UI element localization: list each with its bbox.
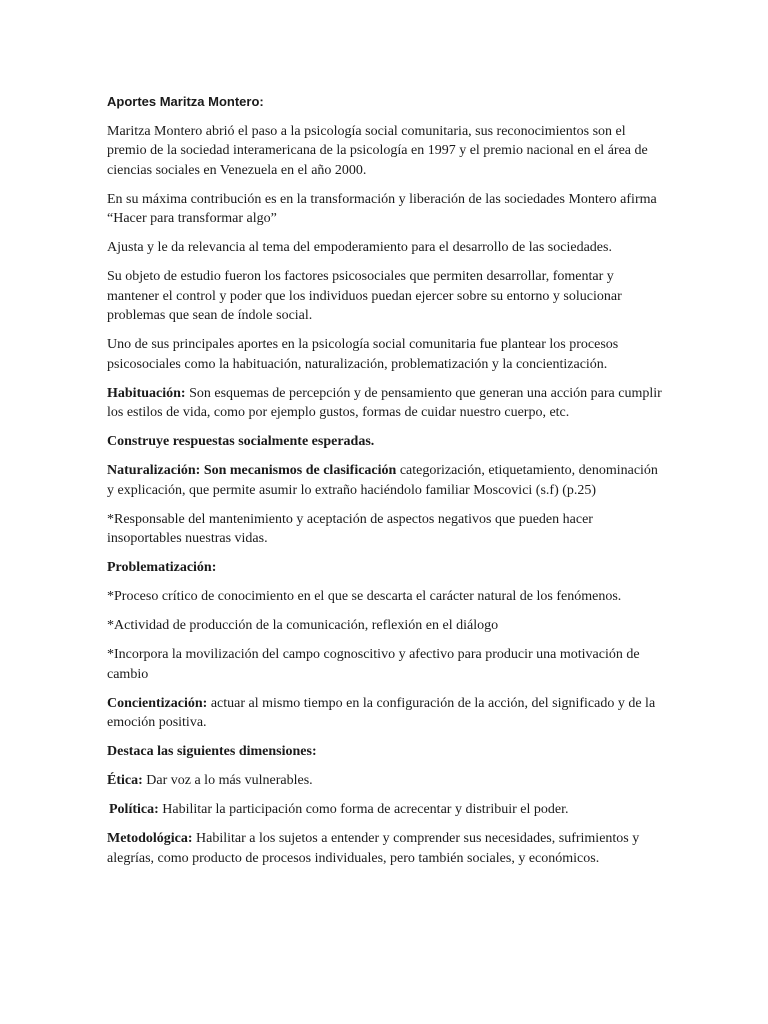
paragraph-text: En su máxima contribución es en la transformación y liberación de las sociedades Montero afirma “Hacer para transformar algo”: [107, 191, 657, 226]
term-label: Política:: [109, 802, 159, 817]
term-label: Destaca las siguientes dimensiones:: [107, 744, 317, 759]
paragraph-habituacion: [107, 384, 667, 423]
paragraph-processes: [107, 335, 667, 374]
paragraph-naturalizacion: [107, 461, 667, 500]
paragraph-politica: [107, 800, 667, 820]
paragraph-text: Son esquemas de percepción y de pensamiento que generan una acción para cumplir los estilos de vida, como por ejemplo gustos, formas de cuidar nuestro cuerpo, etc.: [107, 385, 662, 420]
term-label: Habituación:: [107, 385, 186, 401]
document-page: [107, 92, 667, 878]
term-label: Concientización:: [107, 695, 208, 711]
term-label: Metodológica:: [107, 831, 193, 846]
term-label: Naturalización: Son mecanismos de clasificación: [107, 463, 397, 478]
paragraph-object-of-study: [107, 267, 667, 326]
paragraph-empowerment: [107, 238, 667, 258]
paragraph-critical-process: [107, 587, 667, 607]
paragraph-text: Su objeto de estudio fueron los factores psicosociales que permiten desarrollar, fomentar y mantener el control y poder que los individuos puedan ejercer sobre su entorno y solucionar problemas que sean de índole social.: [107, 269, 622, 323]
term-label: Construye respuestas socialmente esperadas.: [107, 434, 375, 449]
paragraph-text: actuar al mismo tiempo en la configuración de la acción, del significado y de la emoción positiva.: [107, 695, 656, 730]
paragraph-negative-aspects: [107, 510, 667, 549]
paragraph-text: *Incorpora la movilización del campo cognoscitivo y afectivo para producir una motivación de cambio: [107, 647, 640, 682]
document-title: Aportes Maritza Montero:: [107, 94, 264, 109]
paragraph-text: Uno de sus principales aportes en la psicología social comunitaria fue plantear los procesos psicosociales como la habituación, naturalización, problematización y la concientización.: [107, 337, 619, 372]
paragraph-text: Maritza Montero abrió el paso a la psicología social comunitaria, sus reconocimientos son el premio de la sociedad interamericana de la psicología en 1997 y el premio nacional en el área de ciencias sociales en Venezuela en el año 2000.: [107, 123, 648, 178]
paragraph-mobilization: [107, 645, 667, 684]
paragraph-text: *Proceso crítico de conocimiento en el que se descarta el carácter natural de los fenómenos.: [107, 589, 622, 604]
paragraph-text: Habilitar a los sujetos a entender y comprender sus necesidades, sufrimientos y alegrías, como producto de procesos individuales, pero también sociales, y económicos.: [107, 831, 640, 866]
paragraph-etica: [107, 771, 667, 791]
paragraph-text: Habilitar la participación como forma de acrecentar y distribuir el poder.: [158, 802, 569, 817]
paragraph-metodologica: [107, 829, 667, 868]
paragraph-text: categorización, etiquetamiento, denominación y explicación, que permite asumir lo extraño haciéndolo familiar Moscovici (s.f) (p.25): [107, 463, 658, 498]
paragraph-intro: [107, 122, 667, 181]
paragraph-dimensions-heading: [107, 742, 667, 762]
paragraph-text: *Responsable del mantenimiento y aceptación de aspectos negativos que pueden hacer insoportables nuestras vidas.: [107, 511, 593, 546]
paragraph-contribution: [107, 190, 667, 229]
paragraph-text: Dar voz a lo más vulnerables.: [142, 773, 313, 788]
term-label: Problematización:: [107, 560, 217, 575]
paragraph-text: *Actividad de producción de la comunicación, reflexión en el diálogo: [107, 618, 499, 633]
paragraph-communication: [107, 616, 667, 636]
term-label: Ética:: [107, 773, 143, 788]
paragraph-problematizacion: [107, 558, 667, 578]
paragraph-text: Ajusta y le da relevancia al tema del empoderamiento para el desarrollo de las sociedades.: [107, 240, 612, 255]
paragraph-concientizacion: [107, 694, 667, 733]
paragraph-expected-responses: [107, 432, 667, 452]
